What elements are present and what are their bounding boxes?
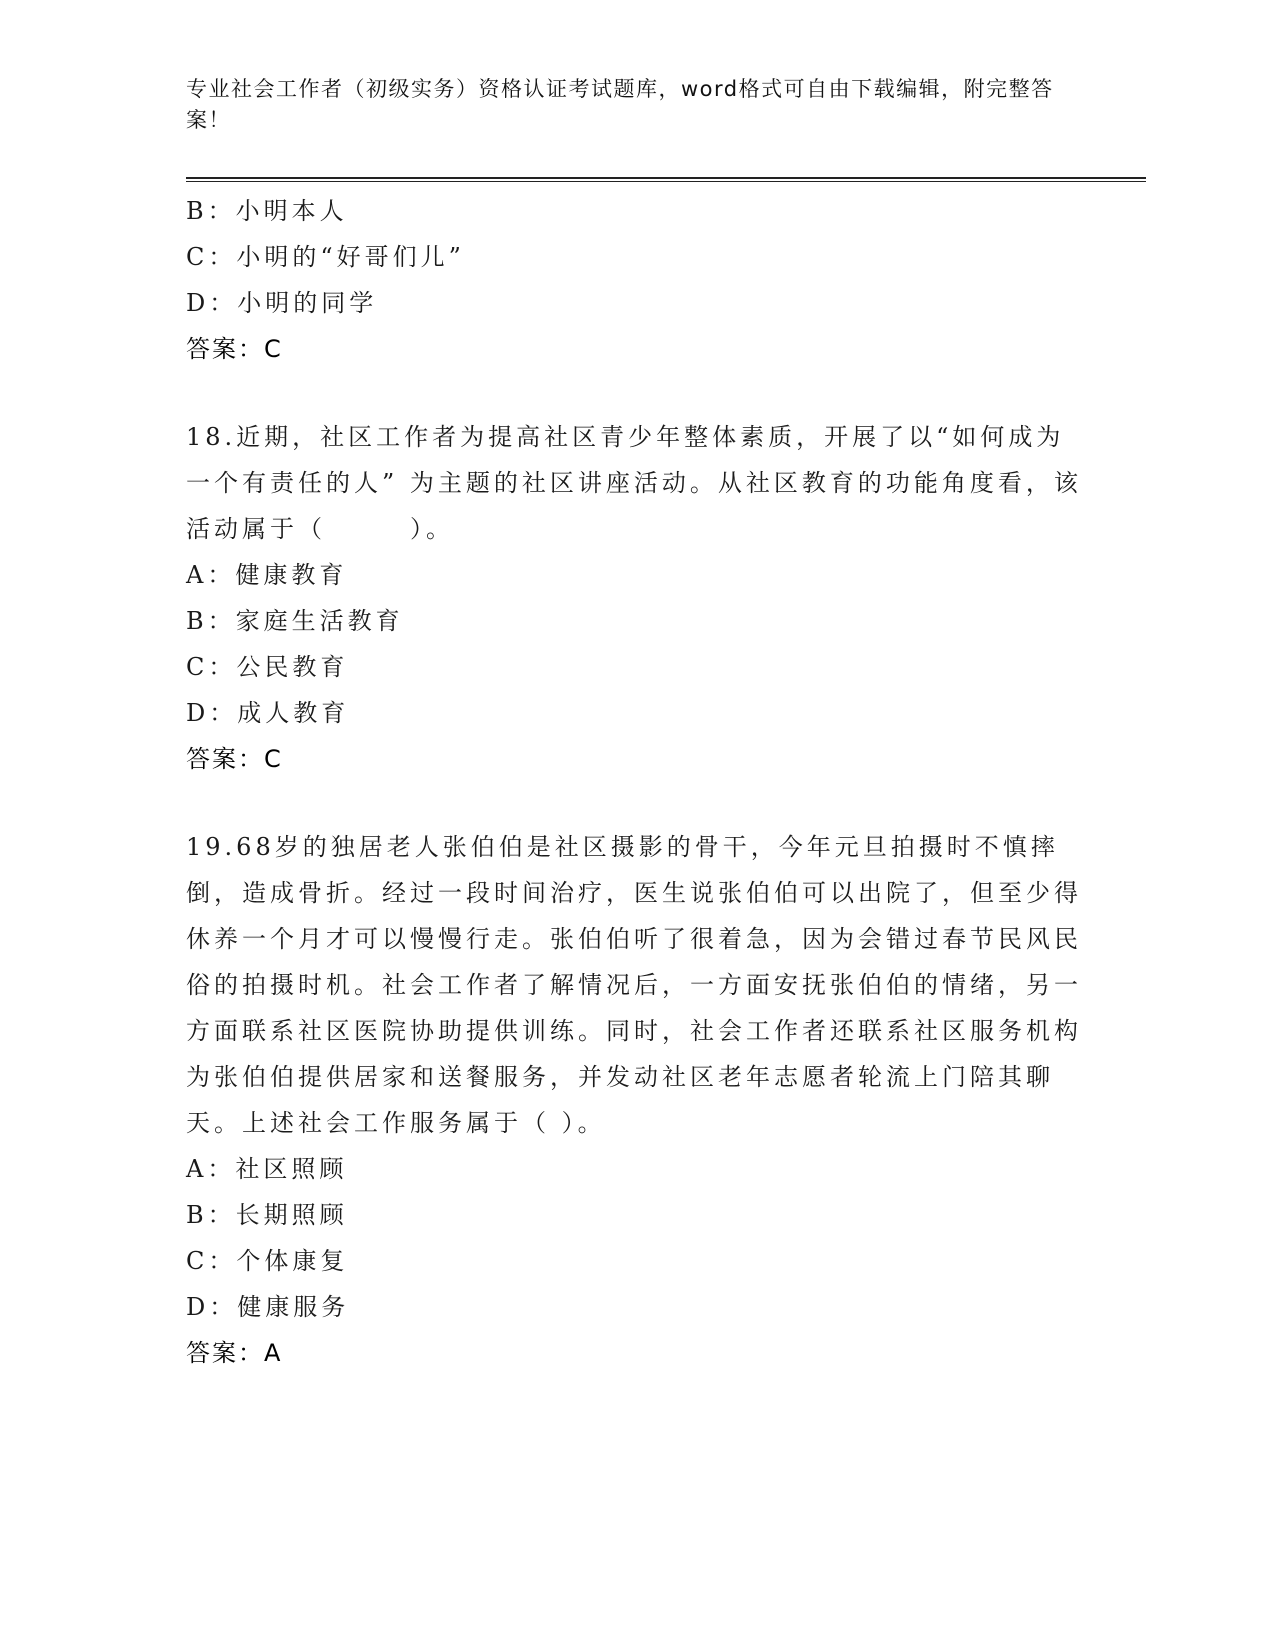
question-18 [186,414,1086,782]
question-19 [186,824,1086,1376]
question-text: 19.68岁的独居老人张伯伯是社区摄影的骨干，今年元旦拍摄时不慎摔倒，造成骨折。经过一段时间治疗，医生说张伯伯可以出院了，但至少得休养一个月才可以慢慢行走。张伯伯听了很着急，因为会错过春节民风民俗的拍摄时机。社会工作者了解情况后，一方面安抚张伯伯的情绪，另一方面联系社区医院协助提供训练。同时，社会工作者还联系社区服务机构为张伯伯提供居家和送餐服务，并发动社区老年志愿者轮流上门陪其聊天。上述社会工作服务属于（ ）。 [186,833,1082,1137]
option-b: B：长期照顾 [186,1201,348,1229]
answer: 答案：A [186,1339,283,1367]
option-a: A：健康教育 [186,561,348,589]
answer: 答案：C [186,335,283,363]
option-d: D：成人教育 [186,699,350,727]
answer: 答案：C [186,745,283,773]
option-b: B：小明本人 [186,197,348,225]
question-text: 18.近期，社区工作者为提高社区青少年整体素质，开展了以“如何成为一个有责任的人” 为主题的社区讲座活动。从社区教育的功能角度看，该活动属于（ ）。 [186,423,1082,543]
header-divider [186,177,1146,182]
header-title: 专业社会工作者（初级实务）资格认证考试题库，word格式可自由下载编辑，附完整答案！ [186,77,1054,132]
option-c: C：个体康复 [186,1247,349,1275]
page-header [186,74,1066,136]
document-body [186,188,1086,1376]
option-b: B：家庭生活教育 [186,607,404,635]
spacer [186,782,1086,824]
option-d: D：健康服务 [186,1293,350,1321]
option-a: A：社区照顾 [186,1155,348,1183]
option-d: D：小明的同学 [186,289,378,317]
spacer [186,372,1086,414]
option-c: C：公民教育 [186,653,349,681]
option-c: C：小明的“好哥们儿” [186,243,465,271]
question-17-partial [186,188,1086,372]
